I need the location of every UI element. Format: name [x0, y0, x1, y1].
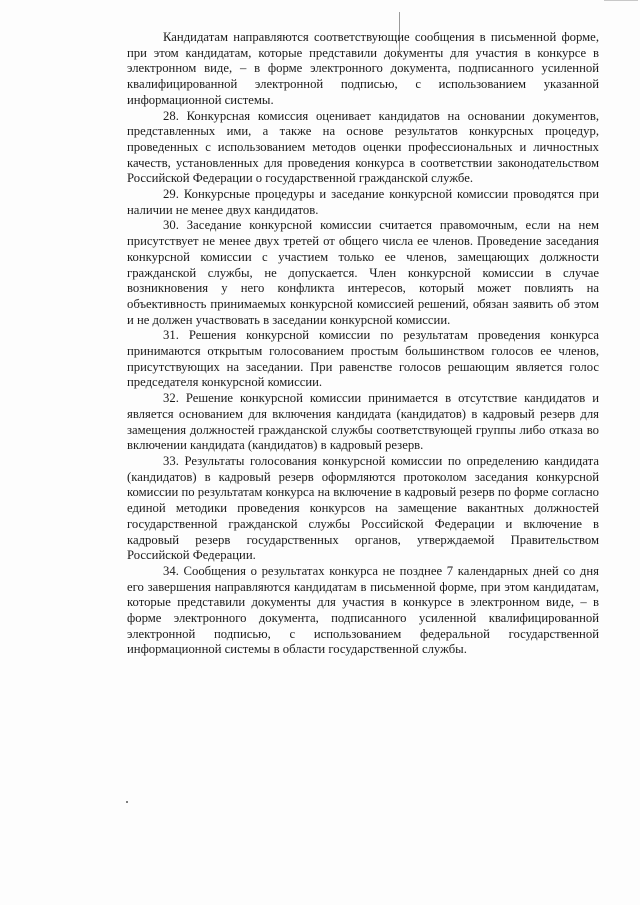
paragraph-30: 30. Заседание конкурсной комиссии считается правомочным, если на нем присутствует не менее двух третей от общего числа ее членов. Проведение заседания конкурсной комиссии с участием только ее членов, замещающих должности гражданской службы, не допускается. Член конкурсной комиссии в случае возникновения у него конфликта интересов, который может повлиять на объективность принимаемых конкурсной комиссией решений, обязан заявить об этом и не должен участвовать в заседании конкурсной комиссии. [127, 218, 599, 327]
paragraph-33: 33. Результаты голосования конкурсной комиссии по определению кандидата (кандидатов) в кадровый резерв оформляются протоколом заседания конкурсной комиссии по результатам конкурса на включение в кадровый резерв по форме согласно единой методики проведения конкурсов на замещение вакантных должностей государственной гражданской службы Российской Федерации и включение в кадровый резерв государственных органов, утверждаемой Правительством Российской Федерации. [127, 453, 599, 563]
paragraph-31: 31. Решения конкурсной комиссии по результатам проведения конкурса принимаются открытым голосованием простым большинством голосов ее членов, присутствующих на заседании. При равенстве голосов решающим является голос председателя конкурсной комиссии. [127, 328, 599, 390]
scan-speck [126, 801, 128, 803]
paragraph-32: 32. Решение конкурсной комиссии принимается в отсутствие кандидатов и является основанием для включения кандидата (кандидатов) в кадровый резерв для замещения должностей гражданской службы соответствующей группы либо отказа во включении кандидата (кандидатов) в кадровый резерв. [127, 391, 599, 453]
document-body [127, 30, 599, 658]
paragraph-34: 34. Сообщения о результатах конкурса не позднее 7 календарных дней со дня его завершения направляются кандидатам в письменной форме, при этом кандидатам, которые представили документы для участия в конкурсе в электронном виде, – в форме электронного документа, подписанного усиленной квалифицированной электронной подписью, с использованием федеральной государственной информационной системы в области государственной службы. [127, 563, 599, 657]
paragraph-29: 29. Конкурсные процедуры и заседание конкурсной комиссии проводятся при наличии не менее двух кандидатов. [127, 187, 599, 217]
paragraph-candidates-notification: Кандидатам направляются соответствующие сообщения в письменной форме, при этом кандидатам, которые представили документы для участия в конкурсе в электронном виде, – в форме электронного документа, подписанного усиленной квалифицированной электронной подписью, с использованием указанной информационной системы. [127, 30, 599, 107]
paragraph-28: 28. Конкурсная комиссия оценивает кандидатов на основании документов, представленных ими, а также на основе результатов конкурсных процедур, проведенных с использованием методов оценки профессиональных и личностных качеств, установленных для проведения конкурса в соответствии законодательством Российской Федерации о государственной гражданской службе. [127, 108, 599, 186]
scan-corner-mark [604, 0, 638, 1]
